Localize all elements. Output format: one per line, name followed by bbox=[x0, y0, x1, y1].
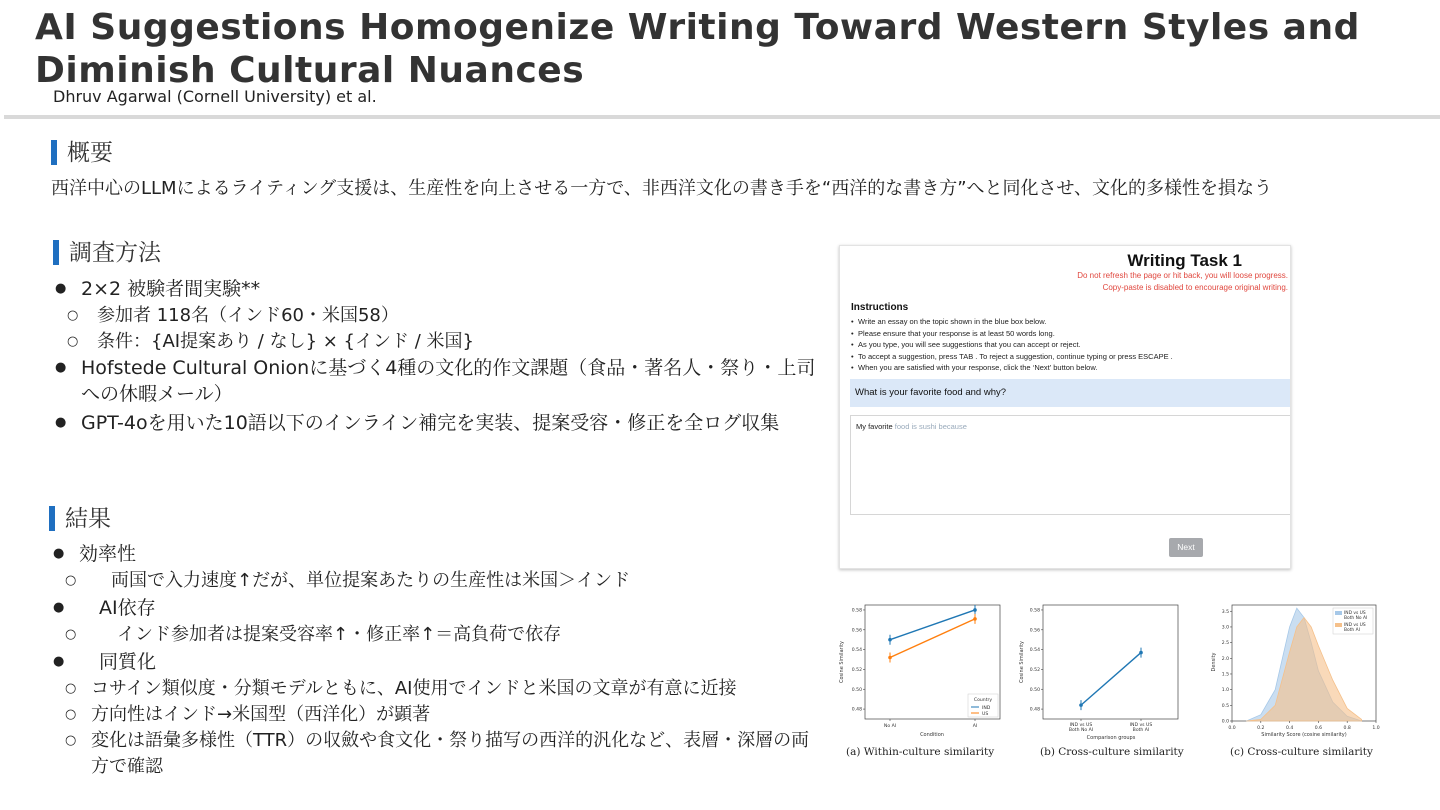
y-tick-label: 0.54 bbox=[1029, 648, 1040, 654]
chart-similarity-density bbox=[1207, 600, 1387, 742]
y-tick-label: 0.0 bbox=[1221, 719, 1229, 725]
results-item-dependence-detail: ○ インド参加者は提案受容率↑・修正率↑＝高負荷で依存 bbox=[49, 622, 819, 648]
instructions-list bbox=[851, 316, 1173, 374]
overview-text: 西洋中心のLLMによるライティング支援は、生産性を向上させる一方で、非西洋文化の書き手を“西洋的な書き方”へと同化させ、文化的多様性を損なう bbox=[51, 178, 1272, 199]
legend-label-noai: IND vs US Both No AI bbox=[1344, 611, 1368, 621]
overview-heading: 概要 bbox=[51, 139, 113, 167]
authors: Dhruv Agarwal (Cornell University) et al. bbox=[53, 87, 377, 106]
data-point bbox=[1079, 703, 1083, 707]
x-tick-label: Both No AI bbox=[1068, 728, 1094, 733]
y-axis-label: Cosine Similarity bbox=[839, 640, 845, 684]
method-list bbox=[51, 275, 826, 437]
y-tick-label: 0.52 bbox=[1029, 668, 1040, 674]
writing-task-screenshot bbox=[839, 245, 1291, 569]
copy-paste-warning: Copy-paste is disabled to encourage original writing. bbox=[1102, 283, 1288, 292]
figure-b-caption: (b) Cross-culture similarity bbox=[1040, 746, 1184, 758]
writing-task-title: Writing Task 1 bbox=[1127, 251, 1242, 270]
method-item-conditions: ○ 条件：{AI提案あり / なし} × {インド / 米国} bbox=[51, 329, 826, 355]
y-tick-label: 2.0 bbox=[1221, 656, 1229, 662]
y-tick-label: 0.56 bbox=[1029, 628, 1040, 634]
y-tick-label: 1.0 bbox=[1221, 688, 1229, 694]
x-tick-label: IND vs US bbox=[1129, 723, 1153, 728]
inline-suggestion: food is sushi because bbox=[894, 422, 967, 431]
legend-label-ind: IND bbox=[982, 706, 991, 711]
instruction-item: • Please ensure that your response is at least 50 words long. bbox=[851, 328, 1173, 340]
instructions-heading: Instructions bbox=[851, 302, 909, 313]
header-divider bbox=[4, 115, 1440, 119]
results-item-change: ○ 変化は語彙多様性（TTR）の収斂や食文化・祭り描写の西洋的汎化など、表層・深層の両方で確認 bbox=[49, 728, 819, 780]
instruction-item: • Write an essay on the topic shown in the blue box below. bbox=[851, 316, 1173, 328]
method-item-implementation: ● GPT-4oを用いた10語以下のインライン補完を実装、提案受容・修正を全ログ収集 bbox=[51, 409, 826, 437]
x-tick-label: No AI bbox=[883, 724, 897, 729]
data-point bbox=[1139, 651, 1143, 655]
x-tick-label: 0.0 bbox=[1228, 726, 1236, 731]
y-tick-label: 0.56 bbox=[851, 628, 862, 634]
y-tick-label: 1.5 bbox=[1221, 672, 1229, 678]
refresh-warning: Do not refresh the page or hit back, you will loose progress. bbox=[1077, 271, 1288, 280]
y-tick-label: 0.58 bbox=[851, 608, 862, 614]
y-tick-label: 3.0 bbox=[1221, 625, 1229, 631]
method-item-design: ● 2×2 被験者間実験** bbox=[51, 275, 826, 303]
x-tick-label: 1.0 bbox=[1372, 726, 1380, 731]
chart-cross-culture bbox=[1015, 600, 1195, 742]
y-tick-label: 3.5 bbox=[1221, 609, 1229, 615]
legend-label-us: US bbox=[982, 712, 989, 717]
y-tick-label: 0.50 bbox=[851, 687, 862, 693]
method-item-tasks: ● Hofstede Cultural Onionに基づく4種の文化的作文課題（食品・著名人・祭り・上司への休暇メール） bbox=[51, 355, 826, 407]
x-tick-label: 0.4 bbox=[1285, 726, 1294, 731]
method-heading: 調査方法 bbox=[53, 239, 161, 267]
next-button[interactable]: Next bbox=[1169, 538, 1203, 557]
x-tick-label: 0.8 bbox=[1343, 726, 1351, 731]
plot-frame bbox=[1043, 605, 1178, 719]
data-point bbox=[888, 656, 892, 660]
y-tick-label: 0.52 bbox=[851, 668, 862, 674]
x-axis-label: Comparison groups bbox=[1086, 735, 1136, 741]
legend-title: Country bbox=[973, 698, 993, 703]
results-list bbox=[49, 540, 819, 780]
data-point bbox=[973, 617, 977, 621]
method-item-participants: ○ 参加者 118名（インド60・米国58） bbox=[51, 303, 826, 329]
prompt-question: What is your favorite food and why? bbox=[850, 379, 1291, 407]
x-tick-label: Both AI bbox=[1132, 728, 1150, 733]
series-line bbox=[1081, 653, 1141, 706]
essay-textarea[interactable] bbox=[850, 415, 1291, 515]
x-tick-label: 0.6 bbox=[1314, 726, 1323, 731]
essay-text bbox=[856, 422, 967, 431]
results-item-efficiency: ● 効率性 bbox=[49, 540, 819, 568]
results-item-direction: ○ 方向性はインド→米国型（西洋化）が顕著 bbox=[49, 702, 819, 728]
instruction-item: • As you type, you will see suggestions that you can accept or reject. bbox=[851, 339, 1173, 351]
y-tick-label: 2.5 bbox=[1221, 641, 1229, 647]
x-axis-label: Condition bbox=[920, 732, 944, 738]
legend-swatch-noai bbox=[1335, 611, 1342, 615]
figure-a-caption: (a) Within-culture similarity bbox=[846, 746, 995, 758]
typed-text: My favorite bbox=[856, 422, 895, 431]
instruction-item: • To accept a suggestion, press TAB . To reject a suggestion, continue typing or press ESCAPE . bbox=[851, 351, 1173, 363]
chart-within-culture bbox=[835, 600, 1010, 742]
x-tick-label: IND vs US bbox=[1069, 723, 1093, 728]
x-tick-label: AI bbox=[972, 724, 978, 729]
instruction-item: • When you are satisfied with your response, click the ‘Next’ button below. bbox=[851, 362, 1173, 374]
y-axis-label: Cosine Similarity bbox=[1019, 640, 1025, 684]
results-item-homogenization: ● 同質化 bbox=[49, 648, 819, 676]
results-item-dependence: ● AI依存 bbox=[49, 594, 819, 622]
results-item-similarity: ○ コサイン類似度・分類モデルともに、AI使用でインドと米国の文章が有意に近接 bbox=[49, 676, 819, 702]
y-tick-label: 0.58 bbox=[1029, 608, 1040, 614]
results-heading: 結果 bbox=[49, 505, 111, 533]
y-axis-label: Density bbox=[1211, 652, 1217, 672]
slide-title: AI Suggestions Homogenize Writing Toward Western Styles and Diminish Cultural Nuances bbox=[35, 7, 1360, 91]
y-tick-label: 0.48 bbox=[1029, 707, 1040, 713]
x-axis-label: Similarity Score (cosine similarity) bbox=[1261, 732, 1347, 738]
y-tick-label: 0.5 bbox=[1221, 703, 1229, 709]
data-point bbox=[888, 638, 892, 642]
legend-label-ai: IND vs US Both AI bbox=[1344, 623, 1366, 633]
y-tick-label: 0.48 bbox=[851, 707, 862, 713]
legend-swatch-ai bbox=[1335, 623, 1342, 627]
x-tick-label: 0.2 bbox=[1257, 726, 1265, 731]
data-point bbox=[973, 608, 977, 612]
y-tick-label: 0.54 bbox=[851, 648, 862, 654]
figure-c-caption: (c) Cross-culture similarity bbox=[1230, 746, 1373, 758]
y-tick-label: 0.50 bbox=[1029, 687, 1040, 693]
results-item-efficiency-detail: ○ 両国で入力速度↑だが、単位提案あたりの生産性は米国＞インド bbox=[49, 568, 819, 594]
